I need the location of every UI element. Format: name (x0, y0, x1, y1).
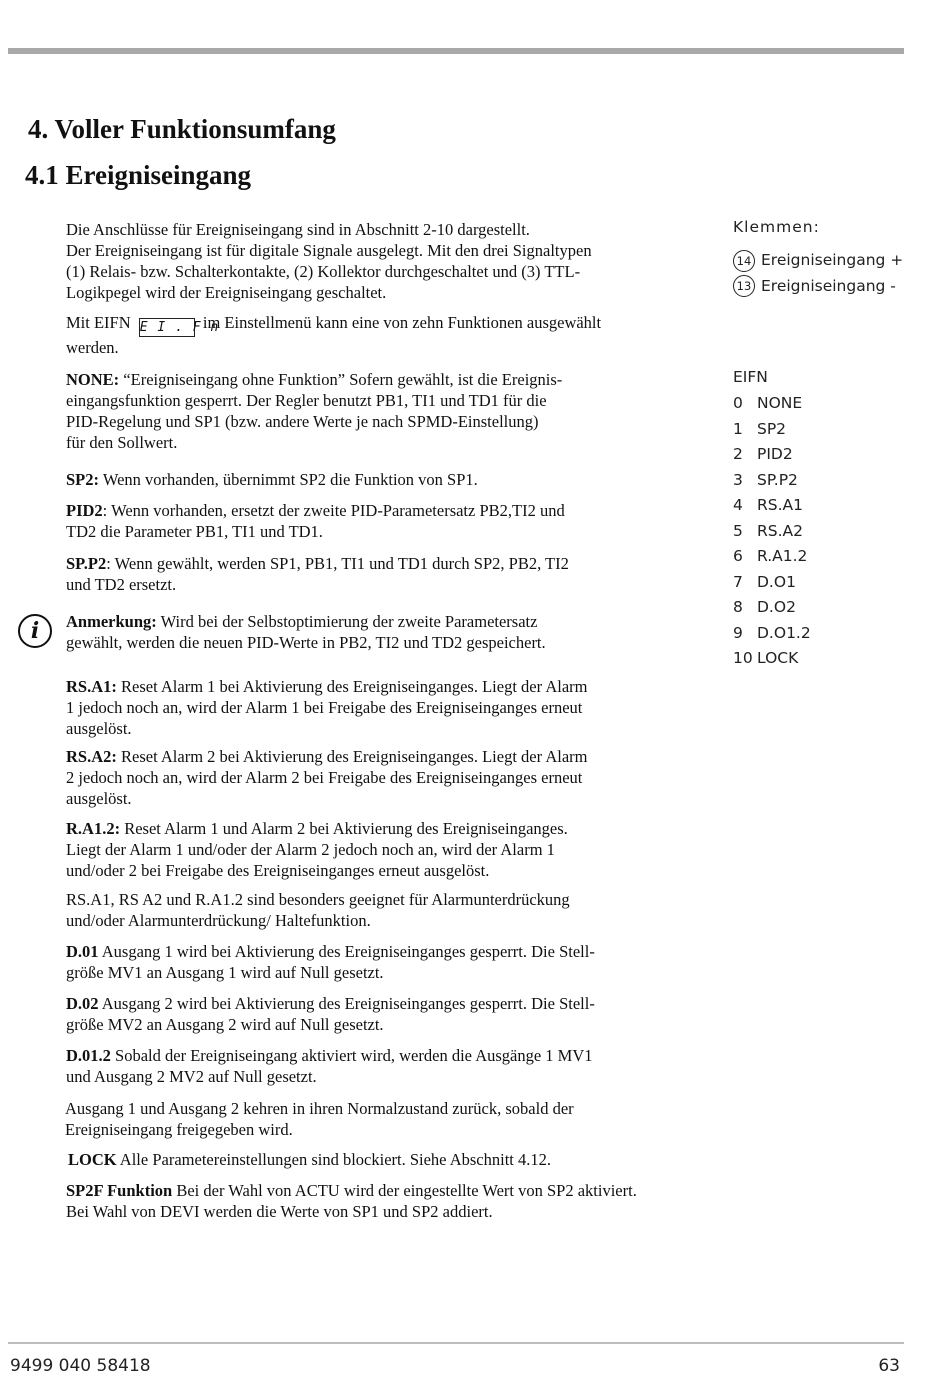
eifn-option-number: 5 (733, 521, 743, 540)
function-ra12 (66, 818, 726, 881)
text-line: Die Anschlüsse für Ereigniseingang sind in Abschnitt 2-10 dargestellt. (66, 220, 530, 239)
text-line: Der Ereigniseingang ist für digitale Signale ausgelegt. Mit den drei Signaltypen (66, 241, 592, 260)
text-line (66, 1180, 726, 1201)
terminal-row (733, 274, 905, 300)
alarm-suppression-note (66, 889, 726, 931)
text-line: gewählt, werden die neuen PID-Werte in PB2, TI2 und TD2 gespeichert. (66, 633, 546, 652)
function-term: SP2F Funktion (66, 1181, 173, 1200)
terminal-number: 13 (733, 275, 755, 297)
function-term: D.01.2 (66, 1046, 111, 1065)
function-rsa2 (66, 746, 726, 809)
section-heading: 4.1 Ereigniseingang (25, 160, 252, 190)
terminal-label: Ereigniseingang - (761, 276, 896, 295)
function-desc: “Ereigniseingang ohne Funktion” Sofern gewählt, ist die Ereignis- (119, 370, 563, 389)
bottom-rule (8, 1342, 904, 1344)
terminal-row (733, 248, 905, 274)
eifn-text-before: Mit EIFN (66, 313, 131, 332)
text-line (66, 818, 726, 839)
function-term: RS.A2: (66, 747, 117, 766)
eifn-option (733, 544, 811, 570)
text-line: größe MV1 an Ausgang 1 wird auf Null gesetzt. (66, 963, 384, 982)
note-term: Anmerkung: (66, 612, 157, 631)
eifn-option (733, 595, 811, 621)
document-number: 9499 040 58418 (10, 1356, 151, 1376)
function-desc: Ausgang 1 wird bei Aktivierung des Ereigniseinganges gesperrt. Die Stell- (98, 942, 595, 961)
function-desc: Reset Alarm 2 bei Aktivierung des Ereigniseinganges. Liegt der Alarm (116, 747, 588, 766)
text-line: eingangsfunktion gesperrt. Der Regler benutzt PB1, TI1 und TD1 für die (66, 391, 547, 410)
eifn-option-label: SP.P2 (757, 470, 798, 489)
eifn-option-label: RS.A1 (757, 496, 804, 514)
function-desc: Alle Parametereinstellungen sind blockiert. Siehe Abschnitt 4.12. (116, 1150, 552, 1169)
text-line: (1) Relais- bzw. Schalterkontakte, (2) Kollektor durchgeschaltet und (3) TTL- (66, 262, 581, 281)
function-term: SP2: (66, 470, 99, 489)
eifn-option (733, 570, 811, 596)
function-desc: Sobald der Ereigniseingang aktiviert wird, werden die Ausgänge 1 MV1 (110, 1046, 593, 1065)
eifn-option-label: NONE (757, 394, 803, 412)
text-line: und TD2 ersetzt. (66, 575, 177, 594)
text-line: ausgelöst. (66, 789, 132, 808)
function-term: R.A1.2: (66, 819, 121, 838)
terminal-label: Ereigniseingang + (761, 251, 904, 269)
eifn-option-number: 3 (733, 470, 743, 489)
function-pid2 (66, 500, 726, 542)
top-rule (8, 48, 904, 54)
eifn-option (733, 646, 811, 672)
eifn-option-label: R.A1.2 (757, 547, 808, 565)
eifn-option (733, 442, 811, 468)
intro-paragraph (66, 219, 726, 303)
eifn-option (733, 493, 811, 519)
text-line (66, 941, 726, 962)
eifn-lcd-display: E I . F n (139, 320, 220, 335)
eifn-text-after: im Einstellmenü kann eine von zehn Funktionen ausgewählt (202, 313, 602, 332)
function-term: RS.A1: (66, 677, 117, 696)
function-lock (68, 1149, 728, 1170)
eifn-option-number: 9 (733, 623, 743, 642)
text-line (68, 1149, 728, 1170)
text-line: und/oder Alarmunterdrückung/ Haltefunktion. (66, 911, 371, 930)
eifn-options-list (733, 391, 811, 672)
eifn-option (733, 391, 811, 417)
function-desc: Reset Alarm 1 bei Aktivierung des Ereigniseinganges. Liegt der Alarm (116, 677, 588, 696)
text-line (66, 611, 726, 632)
function-desc: : Wenn gewählt, werden SP1, PB1, TI1 und TD1 durch SP2, PB2, TI2 (106, 554, 569, 573)
eifn-option-label: SP2 (757, 419, 787, 438)
function-term: LOCK (68, 1150, 117, 1169)
function-sp2 (66, 469, 726, 490)
function-term: PID2 (66, 501, 103, 520)
text-line: werden. (66, 338, 119, 357)
text-line (66, 553, 726, 574)
text-line: Bei Wahl von DEVI werden die Werte von SP1 und SP2 addiert. (66, 1202, 493, 1221)
eifn-option-number: 0 (733, 394, 743, 412)
note-paragraph (66, 611, 726, 653)
text-line: 1 jedoch noch an, wird der Alarm 1 bei Freigabe des Ereigniseinganges erneut (66, 698, 583, 717)
eifn-option-label: PID2 (757, 445, 793, 463)
page-number: 63 (878, 1356, 900, 1376)
eifn-option (733, 417, 811, 443)
eifn-option (733, 621, 811, 647)
eifn-option-number: 1 (733, 419, 743, 438)
function-d01 (66, 941, 726, 983)
text-line: Ereigniseingang freigegeben wird. (65, 1120, 293, 1139)
function-sp2f (66, 1180, 726, 1222)
text-line (66, 676, 726, 697)
eifn-option-number: 7 (733, 572, 743, 591)
eifn-option-number: 2 (733, 445, 743, 463)
terminals-title: Klemmen: (733, 218, 820, 236)
eifn-option-label: RS.A2 (757, 521, 804, 540)
eifn-option (733, 468, 811, 494)
eifn-option-number: 8 (733, 598, 743, 616)
eifn-paragraph (66, 312, 726, 358)
info-icon: i (18, 614, 52, 648)
eifn-option-number: 4 (733, 496, 743, 514)
function-desc: Reset Alarm 1 und Alarm 2 bei Aktivierung des Ereigniseinganges. (120, 819, 568, 838)
function-desc: Bei der Wahl von ACTU wird der eingestellte Wert von SP2 aktiviert. (172, 1181, 637, 1200)
text-line: 2 jedoch noch an, wird der Alarm 2 bei Freigabe des Ereigniseinganges erneut (66, 768, 583, 787)
text-line: RS.A1, RS A2 und R.A1.2 sind besonders geeignet für Alarmunterdrückung (66, 890, 570, 909)
function-spp2 (66, 553, 726, 595)
eifn-option-label: D.O2 (757, 598, 796, 616)
text-line (66, 746, 726, 767)
terminal-number: 14 (733, 250, 755, 272)
text-line (66, 1045, 726, 1066)
eifn-options-panel (733, 366, 811, 672)
eifn-title: EIFN (733, 368, 768, 386)
eifn-option-label: LOCK (757, 649, 799, 667)
function-rsa1 (66, 676, 726, 739)
eifn-option-number: 10 (733, 649, 753, 667)
text-line (66, 500, 726, 521)
function-desc: : Wenn vorhanden, ersetzt der zweite PID-Parametersatz PB2,TI2 und (102, 501, 565, 520)
text-line: ausgelöst. (66, 719, 132, 738)
text-line: TD2 die Parameter PB1, TI1 und TD1. (66, 522, 323, 541)
text-line: größe MV2 an Ausgang 2 wird auf Null gesetzt. (66, 1015, 384, 1034)
function-none (66, 369, 726, 453)
reset-note (65, 1098, 725, 1140)
function-term: NONE: (66, 370, 120, 389)
text-line: Logikpegel wird der Ereigniseingang geschaltet. (66, 283, 387, 302)
text-line: und/oder 2 bei Freigabe des Ereigniseinganges erneut ausgelöst. (66, 861, 490, 880)
eifn-option-label: D.O1.2 (757, 623, 811, 642)
function-desc: Wenn vorhanden, übernimmt SP2 die Funktion von SP1. (99, 470, 478, 489)
text-line: und Ausgang 2 MV2 auf Null gesetzt. (66, 1067, 317, 1086)
terminals-panel (733, 218, 905, 299)
text-line (66, 312, 726, 337)
note-desc: Wird bei der Selbstoptimierung der zweite Parametersatz (156, 612, 538, 631)
function-term: D.01 (66, 942, 99, 961)
eifn-option-label: D.O1 (757, 572, 796, 591)
function-d012 (66, 1045, 726, 1087)
text-line: PID-Regelung und SP1 (bzw. andere Werte je nach SPMD-Einstellung) (66, 412, 539, 431)
text-line (66, 469, 726, 490)
text-line: für den Sollwert. (66, 433, 178, 452)
function-d02 (66, 993, 726, 1035)
eifn-option (733, 519, 811, 545)
text-line: Liegt der Alarm 1 und/oder der Alarm 2 jedoch noch an, wird der Alarm 1 (66, 840, 555, 859)
eifn-option-number: 6 (733, 547, 743, 565)
function-desc: Ausgang 2 wird bei Aktivierung des Ereigniseinganges gesperrt. Die Stell- (98, 994, 595, 1013)
text-line (66, 369, 726, 390)
chapter-heading: 4. Voller Funktionsumfang (28, 114, 336, 144)
function-term: SP.P2 (66, 554, 107, 573)
text-line (66, 993, 726, 1014)
text-line: Ausgang 1 und Ausgang 2 kehren in ihren Normalzustand zurück, sobald der (65, 1099, 574, 1118)
function-term: D.02 (66, 994, 99, 1013)
